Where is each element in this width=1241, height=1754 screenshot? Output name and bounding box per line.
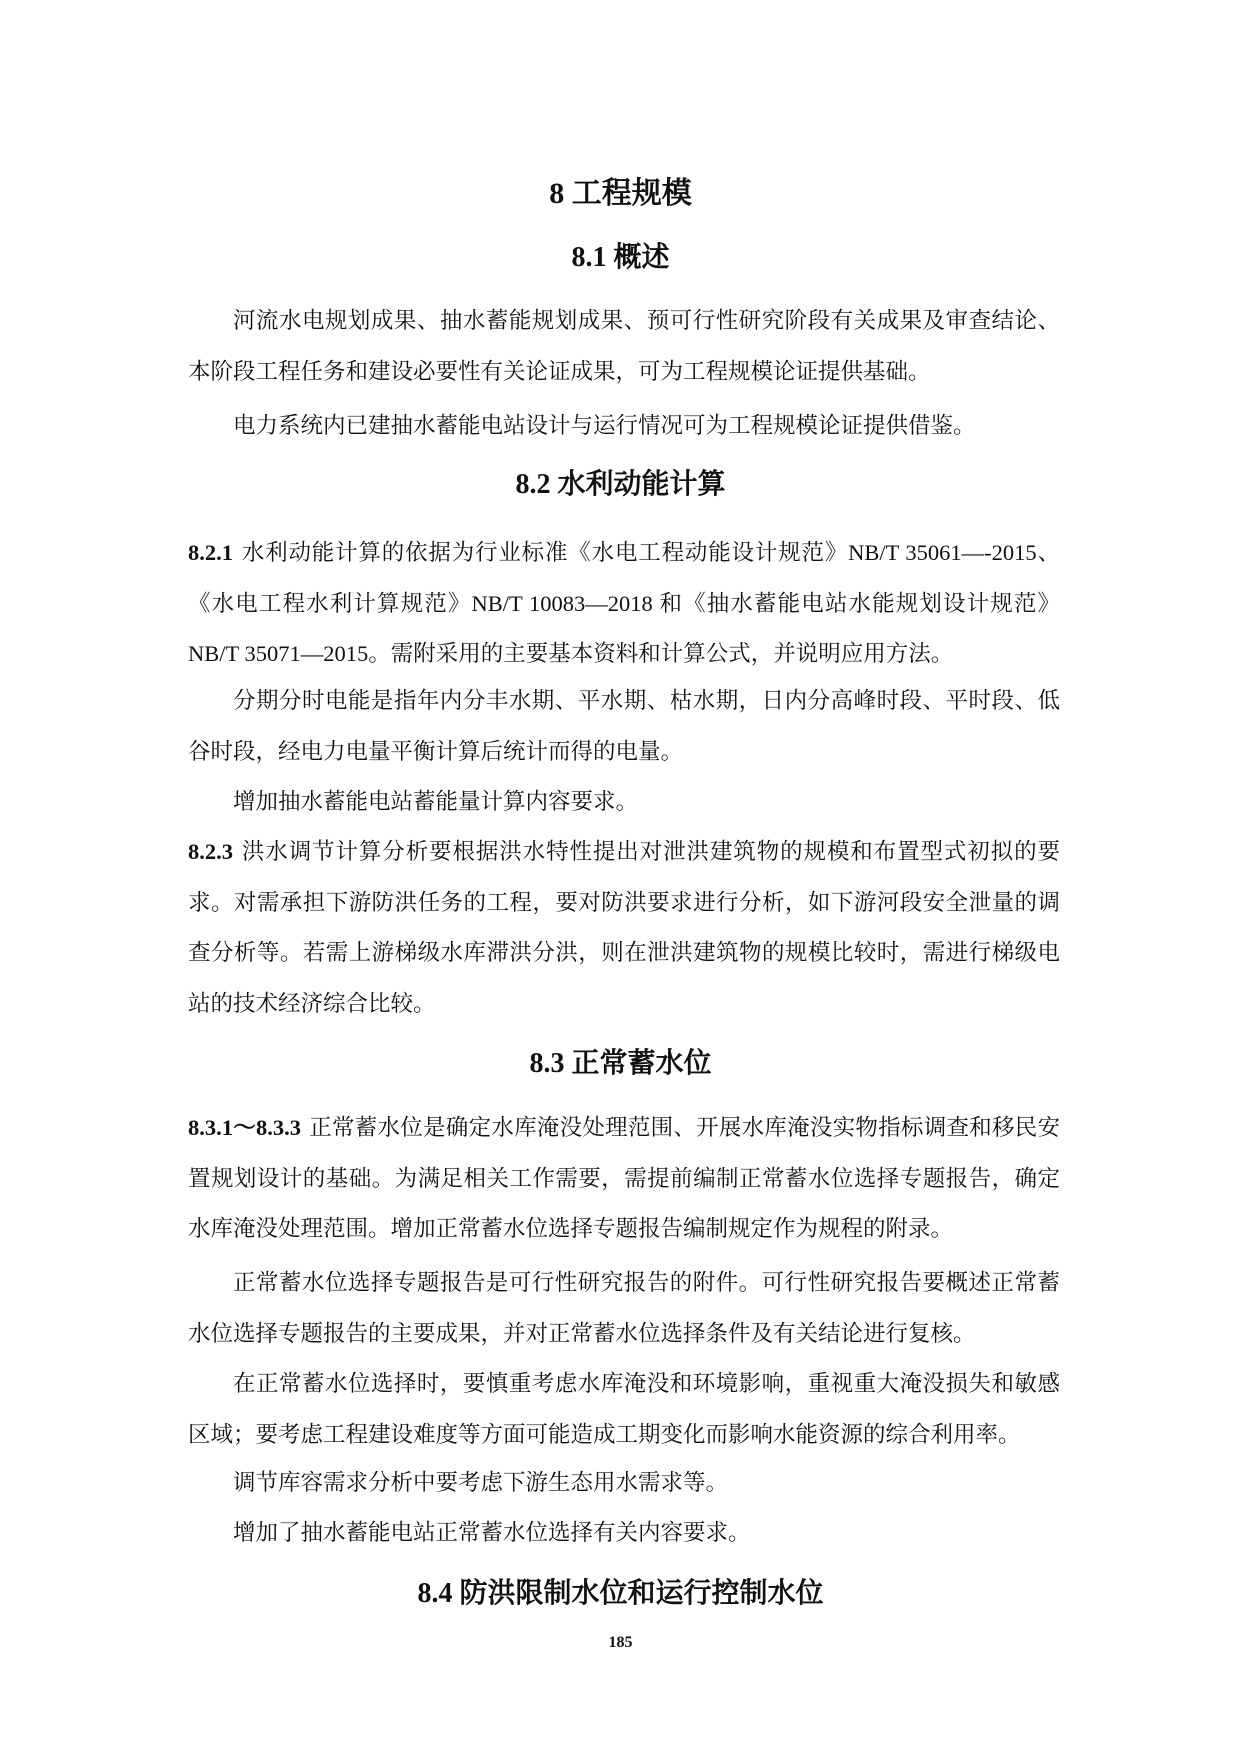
- paragraph: 增加抽水蓄能电站蓄能量计算内容要求。: [233, 789, 639, 814]
- section-8-4-title: 8.4 防洪限制水位和运行控制水位: [417, 1578, 824, 1609]
- clause-number: 8.3.1～8.3.3: [188, 1115, 302, 1140]
- page-number: 185: [608, 1634, 633, 1651]
- paragraph: 分期分时电能是指年内分丰水期、平水期、枯水期，日内分高峰时段、平时段、低谷时段，经电力电量平衡计算后统计而得的电量。: [188, 688, 1060, 764]
- clause-text: 正常蓄水位是确定水库淹没处理范围、开展水库淹没实物指标调查和移民安置规划设计的基础。为满足相关工作需要，需提前编制正常蓄水位选择专题报告，确定水库淹没处理范围。增加正常蓄水位选择专题报告编制规定作为规程的附录。: [188, 1115, 1060, 1241]
- section-8-3-title: 8.3 正常蓄水位: [529, 1048, 712, 1079]
- paragraph: 电力系统内已建抽水蓄能电站设计与运行情况可为工程规模论证提供借鉴。: [233, 413, 976, 438]
- section-8-2-title: 8.2 水利动能计算: [515, 469, 726, 500]
- paragraph: 河流水电规划成果、抽水蓄能规划成果、预可行性研究阶段有关成果及审查结论、本阶段工程任务和建设必要性有关论证成果，可为工程规模论证提供基础。: [188, 308, 1060, 384]
- paragraph: 正常蓄水位选择专题报告是可行性研究报告的附件。可行性研究报告要概述正常蓄水位选择专题报告的主要成果，并对正常蓄水位选择条件及有关结论进行复核。: [188, 1270, 1060, 1346]
- clause-text: 水利动能计算的依据为行业标准《水电工程动能设计规范》NB/T 35061—-2015、《水电工程水利计算规范》NB/T 10083—2018 和《抽水蓄能电站水能规划设计规范》NB/T 35071—2015。需附采用的主要基本资料和计算公式，并说明应用方法。: [188, 540, 1060, 666]
- clause-8-3-1: [188, 1103, 1060, 1255]
- clause-number: 8.2.3: [188, 839, 233, 864]
- clause-8-2-3: [188, 827, 1060, 1029]
- clause-number: 8.2.1: [188, 540, 233, 565]
- section-8-1-title: 8.1 概述: [571, 242, 670, 273]
- chapter-title: 8 工程规模: [549, 177, 692, 210]
- clause-8-2-1: [188, 528, 1060, 680]
- paragraph: 调节库容需求分析中要考虑下游生态用水需求等。: [233, 1470, 729, 1495]
- paragraph: 增加了抽水蓄能电站正常蓄水位选择有关内容要求。: [233, 1520, 751, 1545]
- paragraph: 在正常蓄水位选择时，要慎重考虑水库淹没和环境影响，重视重大淹没损失和敏感区域；要考虑工程建设难度等方面可能造成工期变化而影响水能资源的综合利用率。: [188, 1371, 1060, 1447]
- clause-text: 洪水调节计算分析要根据洪水特性提出对泄洪建筑物的规模和布置型式初拟的要求。对需承担下游防洪任务的工程，要对防洪要求进行分析，如下游河段安全泄量的调查分析等。若需上游梯级水库滞洪分洪，则在泄洪建筑物的规模比较时，需进行梯级电站的技术经济综合比较。: [188, 839, 1060, 1016]
